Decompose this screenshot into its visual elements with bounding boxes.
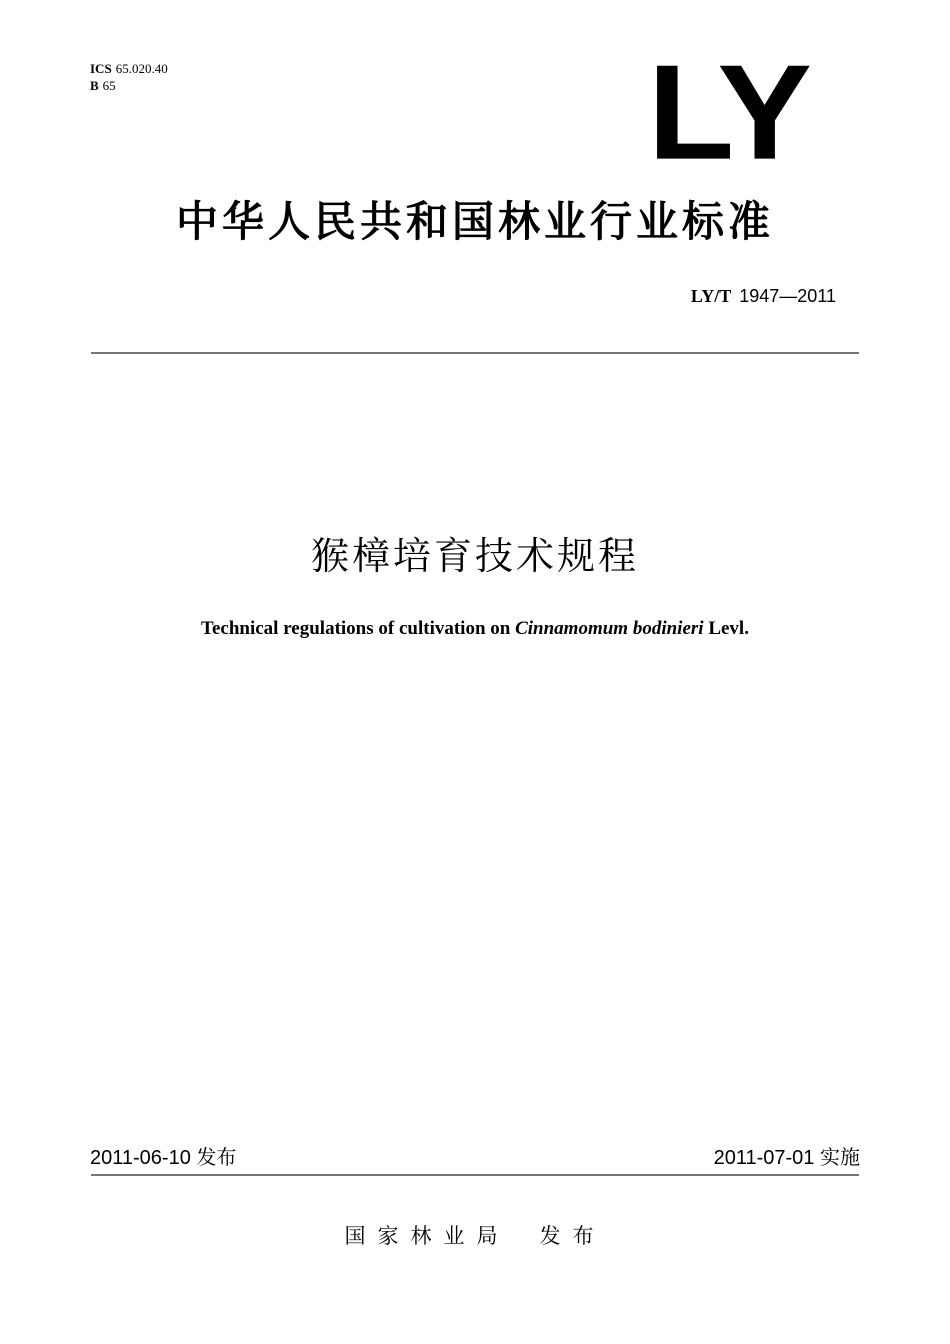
effective-date: 2011-07-01 实施 <box>713 1147 860 1169</box>
issuer-line <box>0 1222 950 1250</box>
ccs-code: 65 <box>102 78 116 93</box>
ics-code: 65.020.40 <box>115 61 168 76</box>
ccs-label: B <box>90 78 99 93</box>
top-divider <box>91 352 859 354</box>
standard-title: 中华人民共和国林业行业标准 <box>175 197 774 246</box>
ly-logo: LY <box>647 37 808 189</box>
document-title-en <box>0 617 950 641</box>
ics-label: ICS <box>90 61 112 76</box>
issuer-name: 国家林业局 <box>344 1224 510 1248</box>
issuer-action: 发布 <box>539 1224 606 1248</box>
classification-codes <box>90 60 168 94</box>
bottom-divider <box>91 1174 859 1176</box>
standard-code <box>691 286 836 307</box>
standard-code-prefix: LY/T <box>690 286 732 306</box>
standard-code-number: 1947—2011 <box>739 286 836 306</box>
ccs-line <box>90 77 168 94</box>
title-en-species: Cinnamomum bodinieri <box>515 618 704 639</box>
release-date: 2011-06-10 发布 <box>90 1147 237 1169</box>
ics-line <box>90 60 168 77</box>
title-en-prefix: Technical regulations of cultivation on <box>201 618 516 639</box>
title-en-suffix: Levl. <box>703 618 749 639</box>
document-title-cn: 猴樟培育技术规程 <box>310 534 639 578</box>
